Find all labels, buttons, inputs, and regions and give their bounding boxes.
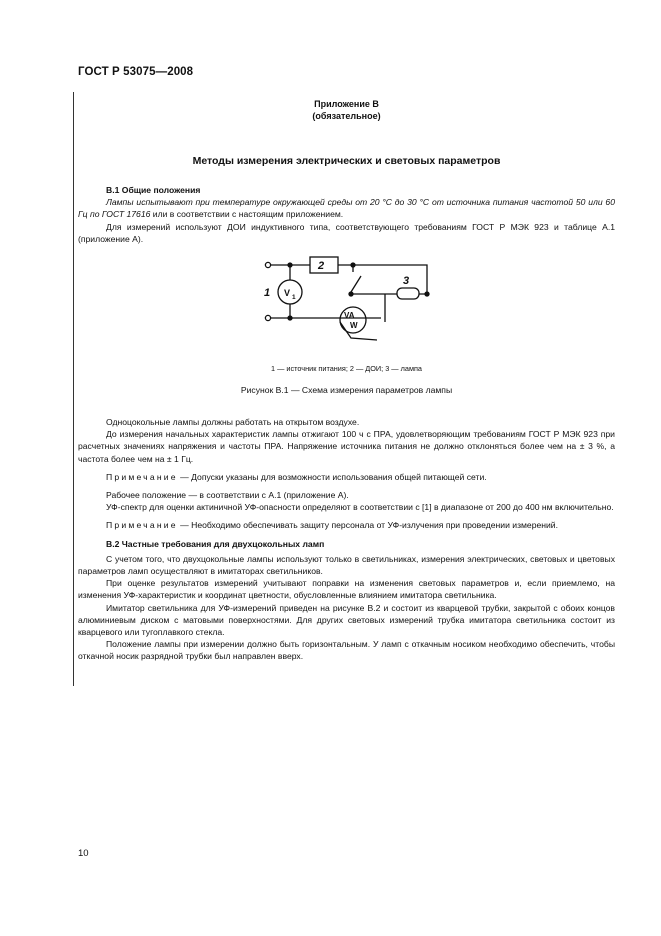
annex-title: Приложение В [314, 99, 379, 109]
meter-label-va: VA [344, 311, 355, 320]
terminal-top [265, 262, 270, 267]
b2-heading: В.2 Частные требования для двухцокольных ламп [106, 538, 325, 549]
margin-line [73, 92, 74, 686]
b2-paragraph-3: Имитатор светильника для УФ-измерений приведен на рисунке В.2 и состоит из кварцевой трубки, закрытой с обоих концов алюминиевым диском с матовыми поверхностями. Для других световых измерений трубка имитатора светильника состоит из кварцевого или тугоплавкого стекла. [78, 602, 615, 638]
note-2 [78, 519, 615, 531]
document-title: ГОСТ Р 53075—2008 [78, 66, 194, 78]
paragraph-position: Рабочее положение — в соответствии с А.1 (приложение А). [106, 490, 349, 501]
meter-arrow [340, 322, 377, 340]
b1-paragraph-2: Для измерений используют ДОИ индуктивного типа, соответствующего требованиям ГОСТ Р МЭК 923 и таблице А.1 (приложение А). [78, 221, 615, 244]
figure-legend: 1 — источник питания; 2 — ДОИ; 3 — лампа [271, 364, 422, 373]
note-1 [78, 471, 615, 483]
paragraph-uv: УФ-спектр для оценки актиничной УФ-опасности определяют в соответствии с [1] в диапазоне от 200 до 400 нм включительно. [106, 502, 614, 513]
annex-subtitle: (обязательное) [312, 111, 381, 121]
b2-paragraph-1: С учетом того, что двухцокольные лампы используют только в светильниках, измерения электрических, световых и цветовых параметров ламп осуществляют в имитаторах светильников. [78, 553, 615, 577]
b1-paragraph-1 [78, 196, 615, 220]
circuit-diagram [255, 250, 445, 355]
label-2: 2 [318, 260, 325, 272]
note-1-text: — Допуски указаны для возможности использования общей питающей сети. [177, 471, 487, 482]
body-text [78, 416, 615, 663]
label-1: 1 [264, 287, 271, 299]
paragraph-annealing: До измерения начальных характеристик лампы отжигают 100 ч с ПРА, удовлетворяющим требованиям ГОСТ Р МЭК 923 при расчетных значениях напряжения и частоты ПРА. Напряжение источника питания не должно отклоняться более чем на ± 3 %, а частота более чем на ± 1 Гц. [78, 429, 615, 464]
lamp-tube [397, 288, 419, 299]
b1-p1-italic: Лампы испытывают при температуре окружающей среды от 20 °С до 30 °С от источника питания частотой 50 или 60 Гц по ГОСТ 17616 [78, 197, 615, 220]
terminal-bottom [265, 315, 270, 320]
meter-label-w: W [350, 321, 358, 330]
switch-lever [351, 265, 361, 292]
branch-node-bottom [288, 316, 292, 320]
page-number: 10 [78, 848, 89, 859]
note-2-text: — Необходимо обеспечивать защиту персонала от УФ-излучения при проведении измерений. [177, 520, 558, 531]
voltmeter-label: V [284, 288, 291, 298]
lamp-node [425, 292, 429, 296]
voltmeter-sub: 1 [292, 294, 296, 301]
wire-top-right [338, 265, 427, 294]
b2-paragraph-4: Положение лампы при измерении должно быть горизонтальным. У ламп с откачным носиком необходимо обеспечить, чтобы откачной носик разрядной трубки был направлен вверх. [78, 639, 615, 662]
note-1-word: Примечание [106, 471, 178, 482]
section-b1 [78, 184, 615, 245]
section-title: Методы измерения электрических и световых параметров [192, 155, 501, 167]
annex-heading [76, 98, 617, 122]
label-3: 3 [403, 275, 410, 287]
note-2-word: Примечание [106, 520, 178, 531]
b1-heading: В.1 Общие положения [106, 185, 201, 195]
paragraph-open-air: Одноцокольные лампы должны работать на открытом воздухе. [106, 417, 360, 427]
figure-caption: Рисунок В.1 — Схема измерения параметров лампы [240, 385, 453, 395]
b1-p1-rest: или в соответствии с настоящим приложением. [150, 209, 344, 220]
b2-paragraph-2: При оценке результатов измерений учитывают поправки на изменения световых параметров и, если приемлемо, на изменения УФ-характеристик и координат цветности, обусловленные влиянием имитатора светильника. [78, 578, 615, 601]
